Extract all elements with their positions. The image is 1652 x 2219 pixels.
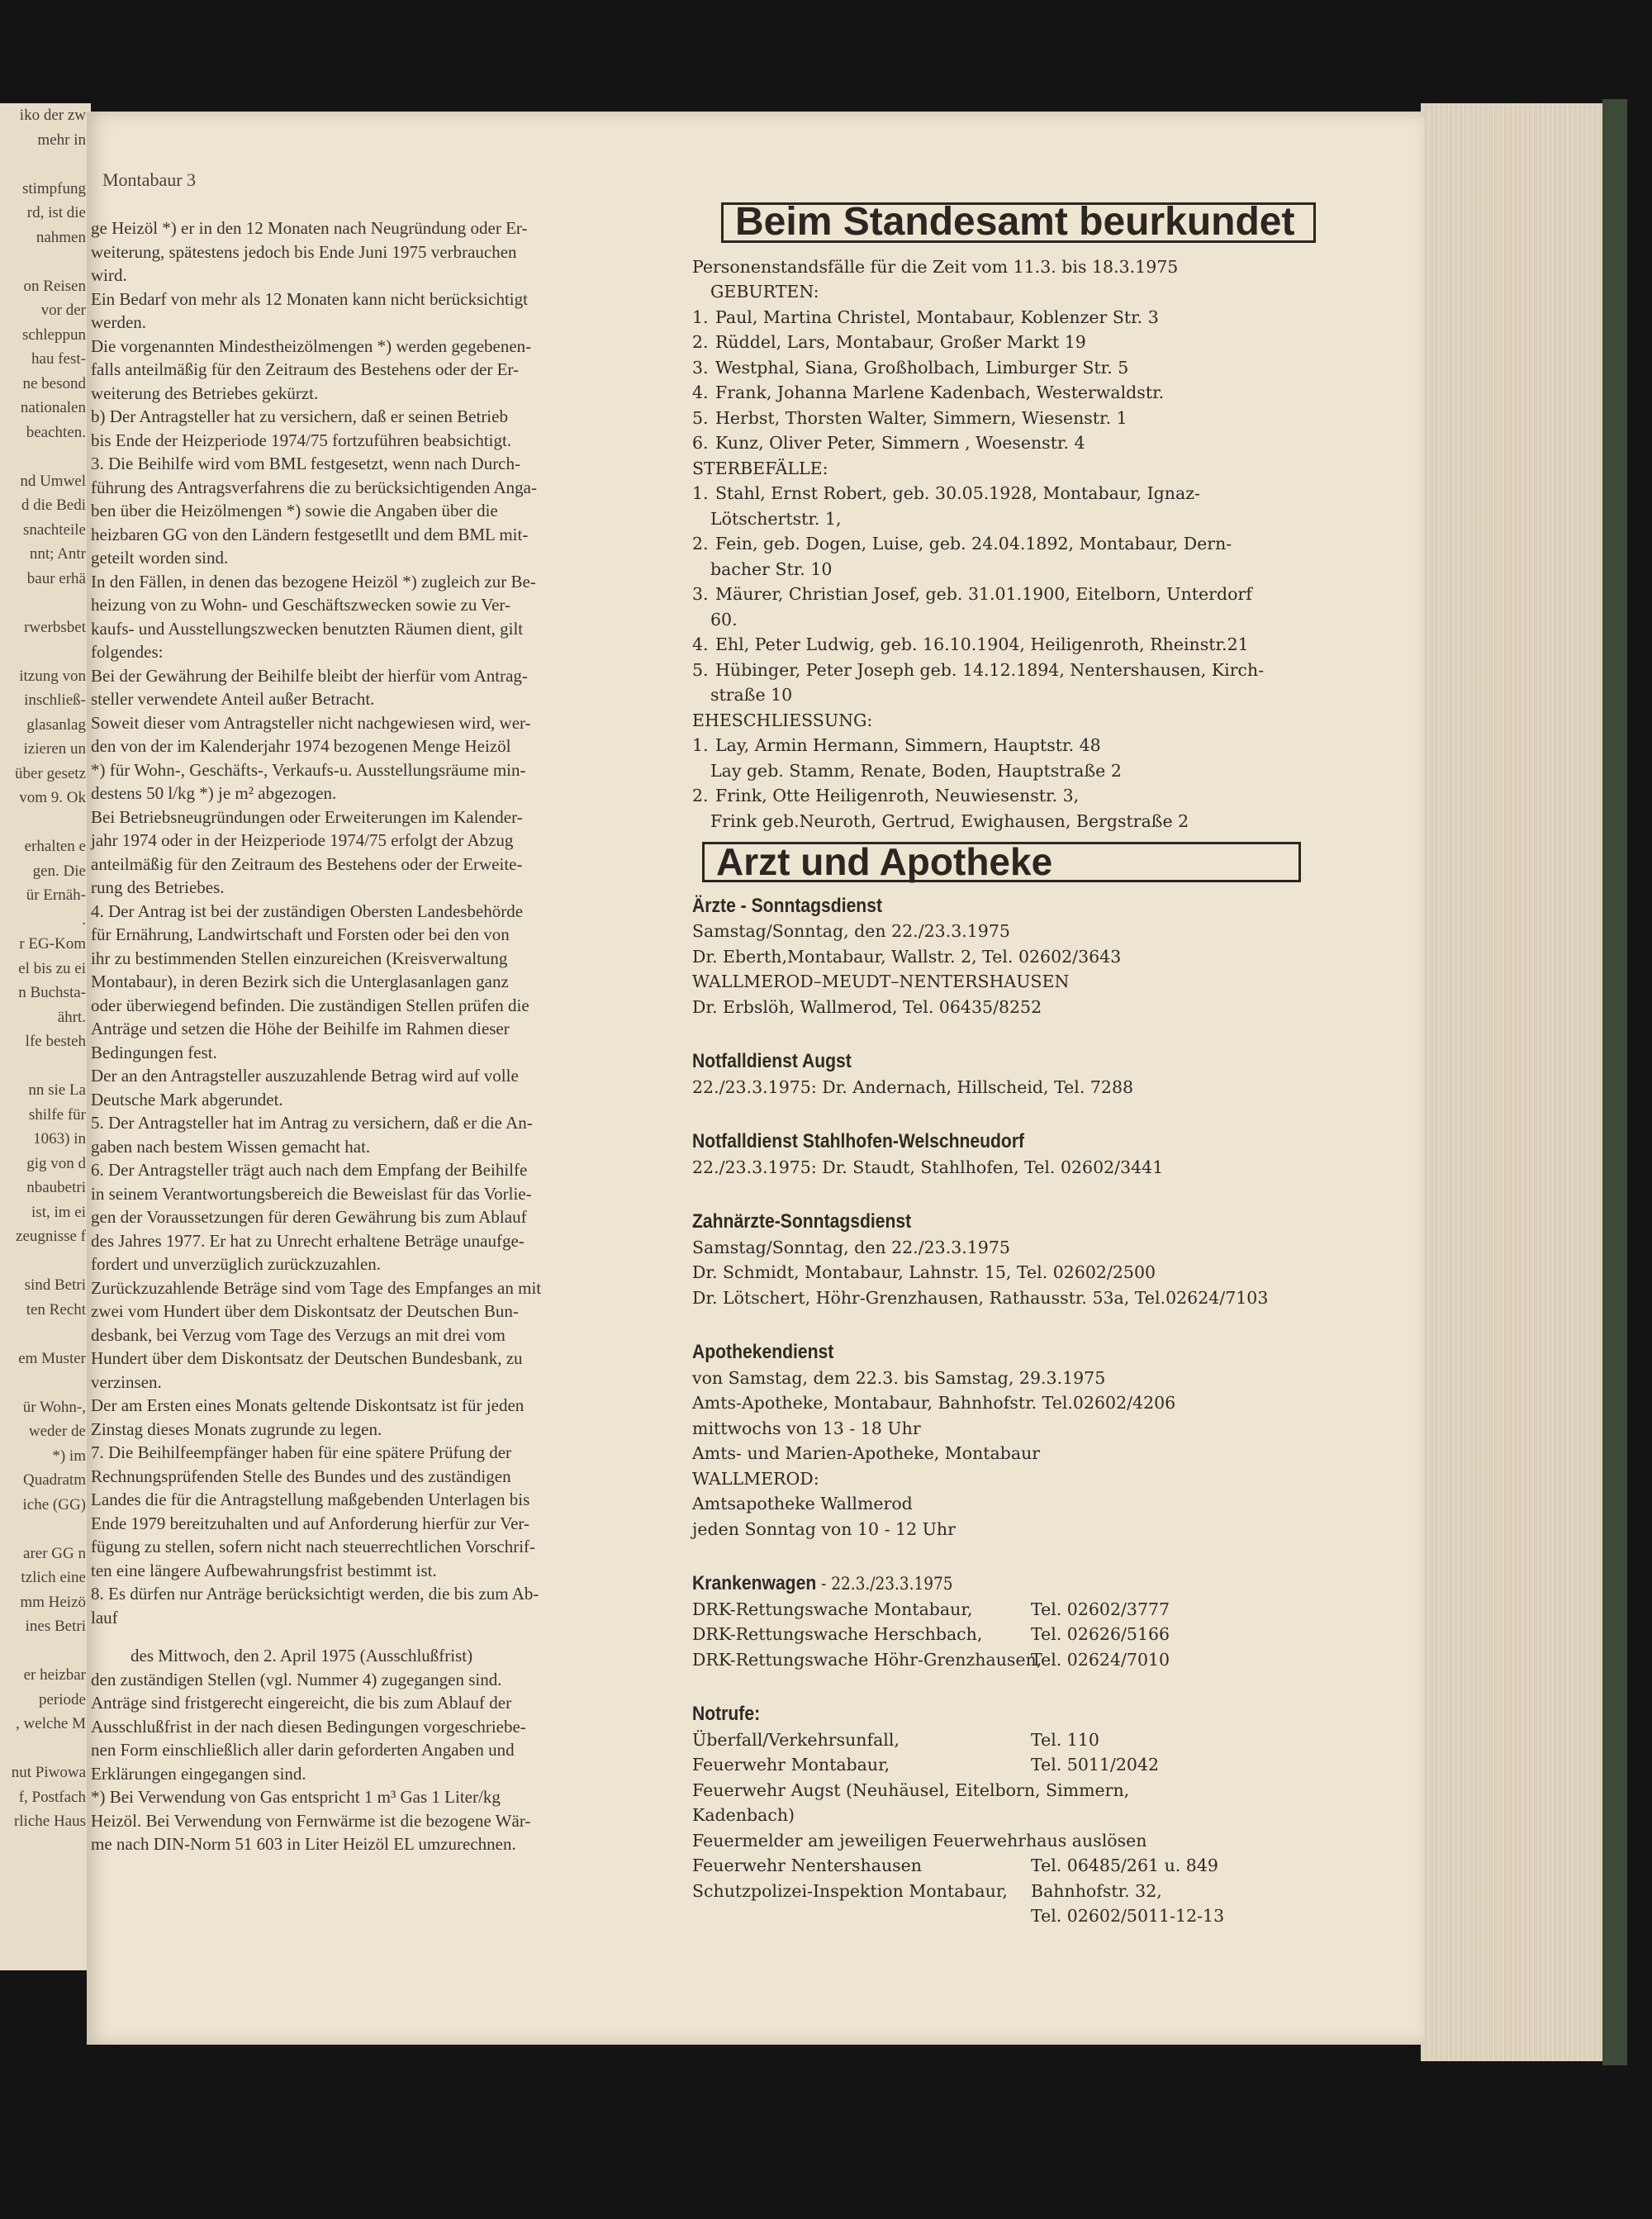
deaths-heading: STERBEFÄLLE:: [692, 458, 828, 478]
left-page-line: ist, im ei: [31, 1203, 86, 1221]
left-page-line: .: [82, 910, 86, 929]
left-page-line: nahmen: [36, 228, 86, 246]
text-line: für Ernährung, Landwirtschaft und Forsten oder bei den von: [91, 924, 510, 944]
left-page-line: nut Piwowa: [11, 1764, 86, 1781]
left-page-line: tzlich eine: [21, 1569, 86, 1586]
text-line: falls anteilmäßig für den Zeitraum des Bestehens oder der Er-: [91, 359, 519, 379]
ambulance-entry: [692, 1597, 1370, 1623]
left-page-line: r EG-Kom: [19, 935, 86, 953]
left-page-line: [0, 1054, 91, 1079]
section-heading: [692, 1571, 1289, 1597]
text-line: Heizöl. Bei Verwendung von Fernwärme ist die bezogene Wär-: [91, 1810, 531, 1831]
left-page-line: [0, 810, 91, 835]
entry-name: Überfall/Verkehrsunfall,: [692, 1729, 900, 1750]
text-line: Bedingungen fest.: [91, 1042, 217, 1062]
death-entry: [692, 481, 1370, 506]
left-page-line: rliche Haus: [13, 1813, 86, 1830]
birth-entry: [692, 430, 1370, 456]
section-line: Dr. Erbslöh, Wallmerod, Tel. 06435/8252: [692, 996, 1042, 1017]
left-page-line: nnt; Antr: [29, 545, 86, 563]
entry-tel: Tel. 02624/7010: [1031, 1649, 1170, 1670]
ambulance-entry: [692, 1647, 1370, 1673]
item-number: 5.: [692, 407, 709, 428]
text-line: gaben nach bestem Wissen gemacht hat.: [91, 1136, 371, 1157]
left-page-line: hau fest-: [31, 350, 86, 368]
item-text: Fein, geb. Dogen, Luise, geb. 24.04.1892, Montabaur, Dern-: [715, 534, 1232, 554]
marriage-entry-continued: Lay geb. Stamm, Renate, Boden, Hauptstraße 2: [710, 760, 1122, 781]
text-line: den von der im Kalenderjahr 1974 bezogenen Menge Heizöl: [91, 736, 511, 756]
text-line: jahr 1974 oder in der Heizperiode 1974/75 erfolgt der Abzug: [91, 830, 514, 850]
entry-tel: Bahnhofstr. 32,: [1031, 1880, 1162, 1901]
text-line: 4. Der Antrag ist bei der zuständigen Obersten Landesbehörde: [91, 900, 524, 921]
left-page-line: mm Heizö: [20, 1593, 86, 1611]
text-line: weiterung des Betriebes gekürzt.: [91, 383, 319, 403]
entry-tel: Tel. 110: [1031, 1729, 1099, 1750]
entry-tel: Tel. 02626/5166: [1031, 1624, 1170, 1644]
left-page-line: [0, 249, 91, 274]
entry-name: Feuerwehr Augst (Neuhäusel, Eitelborn, Simmern,: [692, 1779, 1130, 1800]
section-heading-text: Apothekendienst: [692, 1341, 834, 1363]
entry-tel: Tel. 5011/2042: [1031, 1755, 1160, 1775]
left-page-line: ür Ernäh-: [26, 886, 86, 904]
text-line: Erklärungen eingegangen sind.: [91, 1763, 306, 1784]
left-page-line: [0, 1639, 91, 1664]
item-number: 1.: [692, 306, 709, 327]
text-line: heizbaren GG von den Ländern festgesetllt und dem BML mit-: [91, 524, 529, 544]
section-gap: [692, 1310, 1370, 1328]
text-line: werden.: [91, 312, 147, 332]
entry-name: Kadenbach): [692, 1805, 795, 1825]
left-page-line: [0, 152, 91, 177]
left-page-line: [0, 1371, 91, 1395]
section-gap: [692, 1180, 1370, 1198]
text-line: Hundert über dem Diskontsatz der Deutschen Bundesbank, zu: [91, 1348, 523, 1368]
section-gap: [692, 1542, 1370, 1560]
section-heading: [692, 1209, 1289, 1235]
left-page-line: rwerbsbet: [24, 618, 86, 636]
item-text: Lay, Armin Hermann, Simmern, Hauptstr. 48: [715, 735, 1101, 755]
text-line: Ausschlußfrist in der nach diesen Bedingungen vorgeschriebe-: [91, 1716, 526, 1737]
section-line: 22./23.3.1975: Dr. Staudt, Stahlhofen, Tel. 02602/3441: [692, 1157, 1164, 1177]
left-page-line: vom 9. Ok: [19, 789, 86, 806]
text-line: Montabaur), in deren Bezirk sich die Unterglasanlagen ganz: [91, 972, 509, 991]
left-page-line: d die Bedi: [21, 497, 86, 514]
death-entry: [692, 658, 1370, 683]
left-page-line: [0, 1517, 91, 1542]
text-line: desbank, bei Verzug vom Tage des Verzugs an mit drei vom: [91, 1324, 506, 1345]
notrufe-heading: Notrufe:: [692, 1703, 761, 1725]
section-heading-text: Zahnärzte-Sonntagsdienst: [692, 1210, 912, 1233]
left-page-line: schleppun: [21, 325, 86, 344]
left-page-line: ines Betri: [25, 1618, 86, 1635]
birth-entry: [692, 406, 1370, 431]
text-line: steller verwendete Anteil außer Betracht.: [91, 689, 375, 709]
notruf-entry: [692, 1727, 1370, 1753]
death-entry-continued: bacher Str. 10: [710, 558, 833, 579]
text-line: In den Fällen, in denen das bezogene Heizöl *) zugleich zur Be-: [91, 571, 536, 592]
left-page-line: snachteile: [23, 520, 86, 539]
item-number: 6.: [692, 433, 709, 453]
entry-name: DRK-Rettungswache Höhr-Grenzhausen,: [692, 1649, 1042, 1670]
entry-name: [692, 1903, 1031, 1929]
text-line: folgendes:: [91, 642, 164, 662]
item-text: Frink, Otte Heiligenroth, Neuwiesenstr. 3,: [715, 786, 1080, 805]
text-line: Zinstag dieses Monats zugrunde zu legen.: [91, 1418, 382, 1439]
text-line: in seinem Verantwortungsbereich die Beweislast für das Vorlie-: [91, 1183, 532, 1204]
standesamt-title-box: Beim Standesamt beurkundet: [721, 202, 1316, 243]
item-text: Mäurer, Christian Josef, geb. 31.01.1900, Eitelborn, Unterdorf: [715, 584, 1252, 604]
text-line: 3. Die Beihilfe wird vom BML festgesetzt, wenn nach Durch-: [91, 454, 520, 473]
book-cover-edge: [1602, 99, 1627, 2065]
item-text: Ehl, Peter Ludwig, geb. 16.10.1904, Heiligenroth, Rheinstr.21: [715, 634, 1249, 654]
text-line: Zurückzuzahlende Beträge sind vom Tage des Empfanges an mit: [91, 1277, 542, 1298]
section-line: Samstag/Sonntag, den 22./23.3.1975: [692, 921, 1010, 941]
left-page-line: baur erhä: [26, 569, 86, 587]
text-line: 8. Es dürfen nur Anträge berücksichtigt werden, die bis zum Ab-: [91, 1584, 539, 1604]
section-line: Dr. Schmidt, Montabaur, Lahnstr. 15, Tel. 02602/2500: [692, 1262, 1156, 1282]
text-line: *) für Wohn-, Geschäfts-, Verkaufs-u. Ausstellungsräume min-: [91, 759, 526, 780]
text-line: ben über die Heizölmengen *) sowie die Angaben über die: [91, 501, 498, 520]
entry-name: Schutzpolizei-Inspektion Montabaur,: [692, 1880, 1008, 1901]
left-page-line: [0, 1322, 91, 1347]
item-text: Stahl, Ernst Robert, geb. 30.05.1928, Montabaur, Ignaz-: [715, 483, 1200, 503]
section-heading: [692, 1129, 1289, 1155]
left-column-text: [91, 216, 686, 1856]
arzt-sections: [692, 894, 1370, 1597]
item-number: 1.: [692, 483, 709, 503]
ambulance-entry: [692, 1622, 1370, 1647]
left-page-line: ten Recht: [26, 1300, 86, 1319]
text-line: destens 50 l/kg *) je m² abgezogen.: [91, 783, 337, 803]
left-page-line: periode: [39, 1690, 86, 1708]
birth-entry: [692, 305, 1370, 330]
section-heading-text: Notfalldienst Stahlhofen-Welschneudorf: [692, 1130, 1025, 1152]
left-page-line: gen. Die: [32, 862, 86, 880]
left-page-line: beachten.: [26, 423, 86, 441]
left-page-line: [0, 591, 91, 615]
text-line: Landes die für die Antragstellung maßgebenden Unterlagen bis: [91, 1490, 530, 1509]
birth-entry: [692, 380, 1370, 406]
section-line: mittwochs von 13 - 18 Uhr: [692, 1418, 921, 1438]
death-entry-continued: Lötschertstr. 1,: [710, 508, 842, 529]
text-line: den zuständigen Stellen (vgl. Nummer 4) zugegangen sind.: [91, 1669, 502, 1689]
marriage-entry: [692, 783, 1370, 809]
section-gap: [692, 1019, 1370, 1038]
left-page-line: [0, 1249, 91, 1274]
left-page-line: n Buchsta-: [18, 984, 86, 1001]
text-line: Bei der Gewährung der Beihilfe bleibt der hierfür vom Antrag-: [91, 665, 528, 686]
text-line: geteilt worden sind.: [91, 548, 229, 568]
left-page-line: sind Betri: [24, 1276, 86, 1294]
left-page-line: weder de: [28, 1423, 86, 1440]
text-line: ihr zu bestimmenden Stellen einzureichen (Kreisverwaltung: [91, 948, 508, 968]
item-number: 4.: [692, 634, 709, 654]
right-column: [692, 202, 1370, 1929]
item-number: 3.: [692, 357, 709, 378]
left-page-fragment: [0, 103, 91, 1970]
marriage-entry-continued: Frink geb.Neuroth, Gertrud, Ewighausen, Bergstraße 2: [710, 810, 1189, 831]
text-line: anteilmäßig für den Zeitraum des Bestehens oder der Erweite-: [91, 853, 523, 874]
notruf-entry: [692, 1752, 1370, 1778]
left-page-line: 1063) in: [33, 1130, 86, 1148]
entry-name: Feuerwehr Montabaur,: [692, 1755, 890, 1775]
left-page-line: on Reisen: [23, 277, 86, 295]
text-line: 5. Der Antragsteller hat im Antrag zu versichern, daß er die An-: [91, 1113, 533, 1133]
notruf-entry: [692, 1778, 1370, 1803]
left-page-line: nbaubetri: [26, 1179, 86, 1196]
text-line: Der am Ersten eines Monats geltende Diskontsatz ist für jeden: [91, 1395, 525, 1415]
left-page-line: lfe besteh: [25, 1033, 86, 1050]
entry-name: Feuerwehr Nentershausen: [692, 1856, 923, 1875]
item-text: Frank, Johanna Marlene Kadenbach, Westerwaldstr.: [715, 383, 1165, 402]
text-line: wird.: [91, 265, 127, 285]
text-line: fordert und unverzüglich zurückzuzahlen.: [91, 1254, 382, 1274]
text-line: weiterung, spätestens jedoch bis Ende Juni 1975 verbrauchen: [91, 241, 517, 262]
section-heading: [692, 1340, 1289, 1366]
notrufe-list: [692, 1727, 1370, 1929]
section-line: Dr. Eberth,Montabaur, Wallstr. 2, Tel. 02602/3643: [692, 946, 1122, 967]
text-line: nen Form einschließlich aller darin geforderten Angaben und: [91, 1740, 515, 1760]
notruf-entry: [692, 1879, 1370, 1904]
section-heading: [692, 1049, 1289, 1075]
notruf-entry: [692, 1803, 1370, 1828]
death-entry-continued: straße 10: [710, 685, 793, 705]
left-page-line: [0, 1737, 91, 1761]
left-page-line: ährt.: [57, 1008, 86, 1026]
left-page-line: vor der: [40, 302, 86, 319]
section-line: 22./23.3.1975: Dr. Andernach, Hillscheid, Tel. 7288: [692, 1076, 1134, 1097]
marriage-entry: [692, 733, 1370, 758]
item-text: Westphal, Siana, Großholbach, Limburger Str. 5: [715, 357, 1129, 378]
standesamt-period: Personenstandsfälle für die Zeit vom 11.3. bis 18.3.1975: [692, 256, 1179, 277]
birth-entry: [692, 330, 1370, 355]
left-page-line: ür Wohn-,: [22, 1398, 86, 1416]
text-line: kaufs- und Ausstellungszwecken benutzten Räumen dient, gilt: [91, 618, 524, 639]
text-line: Ein Bedarf von mehr als 12 Monaten kann nicht berücksichtigt: [91, 288, 528, 309]
section-line: Amtsapotheke Wallmerod: [692, 1494, 913, 1513]
text-line: rung des Betriebes.: [91, 877, 225, 897]
left-page-line: , welche M: [16, 1715, 86, 1732]
death-entry: [692, 582, 1370, 607]
text-line: Anträge und setzen die Höhe der Beihilfe im Rahmen dieser: [91, 1019, 510, 1038]
left-page-line: gig von d: [26, 1154, 86, 1172]
item-number: 3.: [692, 584, 709, 604]
text-line: me nach DIN-Norm 51 603 in Liter Heizöl EL umzurechnen.: [91, 1834, 516, 1854]
section-line: jeden Sonntag von 10 - 12 Uhr: [692, 1518, 956, 1539]
item-text: Hübinger, Peter Joseph geb. 14.12.1894, Nentershausen, Kirch-: [715, 659, 1265, 680]
left-page-line: mehr in: [37, 131, 86, 149]
text-line: gen der Voraussetzungen für deren Gewährung bis zum Ablauf: [91, 1207, 527, 1227]
section-heading-text: Notfalldienst Augst: [692, 1050, 852, 1072]
text-line: lauf: [91, 1607, 118, 1627]
text-line: Bei Betriebsneugründungen oder Erweiterungen im Kalender-: [91, 806, 523, 827]
left-page-line: em Muster: [18, 1349, 86, 1367]
left-page-line: izieren un: [23, 740, 86, 758]
section-heading-text: Ärzte - Sonntagsdienst: [692, 894, 882, 917]
birth-entry: [692, 355, 1370, 381]
marriages-list: [692, 733, 1370, 834]
text-line: Die vorgenannten Mindestheizölmengen *) werden gegebenen-: [91, 335, 532, 356]
death-entry: [692, 632, 1370, 658]
births-list: [692, 305, 1370, 456]
text-line: fügung zu stellen, sofern nicht nach steuerrechtlichen Vorschrif-: [91, 1537, 536, 1556]
left-page-line: *) im: [52, 1447, 86, 1465]
item-number: 2.: [692, 332, 709, 352]
item-number: 2.: [692, 786, 709, 805]
item-number: 2.: [692, 534, 709, 554]
left-page-line: [0, 639, 91, 664]
text-line: Anträge sind fristgerecht eingereicht, die bis zum Ablauf der: [91, 1693, 512, 1713]
left-page-line: ne besond: [22, 374, 86, 392]
book-page-edges: [1421, 103, 1615, 2061]
section-line: Dr. Lötschert, Höhr-Grenzhausen, Rathausstr. 53a, Tel.02624/7103: [692, 1287, 1269, 1308]
running-head: Montabaur 3: [102, 169, 197, 190]
deaths-list: [692, 481, 1370, 708]
left-page-line: zeugnisse f: [16, 1228, 86, 1245]
item-text: Paul, Martina Christel, Montabaur, Koblenzer Str. 3: [715, 306, 1159, 327]
text-line: 6. Der Antragsteller trägt auch nach dem Empfang der Beihilfe: [91, 1160, 528, 1180]
text-line: oder überwiegend befinden. Die zuständigen Stellen prüfen die: [91, 995, 529, 1015]
item-number: 5.: [692, 659, 709, 680]
marriages-heading: EHESCHLIESSUNG:: [692, 710, 873, 730]
left-page-line: glasanlag: [26, 715, 86, 734]
section-heading: [692, 894, 1289, 919]
left-page-line: stimpfung: [21, 179, 86, 197]
left-page-line: erhalten e: [24, 838, 86, 855]
item-number: 4.: [692, 383, 709, 402]
text-line: des Mittwoch, den 2. April 1975 (Ausschlußfrist): [131, 1646, 473, 1665]
notruf-entry: [692, 1853, 1370, 1879]
item-text: Kunz, Oliver Peter, Simmern , Woesenstr. 4: [715, 433, 1085, 453]
text-line: verzinsen.: [91, 1371, 162, 1392]
entry-tel: Tel. 02602/3777: [1031, 1599, 1170, 1619]
notruf-entry: [692, 1903, 1370, 1929]
text-line: zwei vom Hundert über dem Diskontsatz der Deutschen Bun-: [91, 1301, 519, 1321]
entry-name: Feuermelder am jeweiligen Feuerwehrhaus auslösen: [692, 1830, 1147, 1851]
left-page-line: iko der zw: [19, 107, 86, 124]
left-page-line: arer GG n: [23, 1544, 86, 1562]
text-line: b) Der Antragsteller hat zu versichern, daß er seinen Betrieb: [91, 406, 508, 426]
text-line: ge Heizöl *) er in den 12 Monaten nach Neugründung oder Er-: [91, 218, 528, 238]
section-heading-suffix: - 22.3./23.3.1975: [816, 1574, 953, 1594]
text-line: Soweit dieser vom Antragsteller nicht nachgewiesen wird, wer-: [91, 712, 531, 733]
section-line: WALLMEROD:: [692, 1468, 819, 1489]
text-line: bis Ende der Heizperiode 1974/75 fortzuführen beabsichtigt.: [91, 430, 512, 450]
text-line: 7. Die Beihilfeempfänger haben für eine spätere Prüfung der: [91, 1442, 512, 1462]
text-line: ten eine längere Aufbewahrungsfrist bestimmt ist.: [91, 1560, 437, 1580]
text-line: führung des Antragsverfahrens die zu berücksichtigenden Anga-: [91, 477, 537, 497]
left-page-line: über gesetz: [15, 764, 86, 782]
births-heading: GEBURTEN:: [710, 282, 819, 302]
text-line: Ende 1979 bereitzuhalten und auf Anforderung hierfür zur Ver-: [91, 1513, 529, 1533]
section-heading-text: Krankenwagen: [692, 1572, 817, 1594]
left-page-line: [0, 444, 91, 469]
left-page-line: nationalen: [20, 399, 86, 416]
text-line: Deutsche Mark abgerundet.: [91, 1089, 283, 1110]
item-text: Rüddel, Lars, Montabaur, Großer Markt 19: [715, 332, 1086, 352]
item-text: Herbst, Thorsten Walter, Simmern, Wiesenstr. 1: [715, 407, 1127, 428]
death-entry: [692, 531, 1370, 557]
text-line: des Jahres 1977. Er hat zu Unrecht erhaltene Beträge unaufge-: [91, 1230, 525, 1251]
text-line: heizung von zu Wohn- und Geschäftszwecken sowie zu Ver-: [91, 595, 510, 615]
section-line: Amts-Apotheke, Montabaur, Bahnhofstr. Tel.02602/4206: [692, 1393, 1176, 1413]
arzt-title-box: Arzt und Apotheke: [702, 842, 1301, 882]
text-line: Rechnungsprüfenden Stelle des Bundes und des zuständigen: [91, 1466, 511, 1486]
left-page-line: shilfe für: [28, 1105, 86, 1124]
left-page-line: nn sie La: [28, 1081, 86, 1099]
section-line: von Samstag, dem 22.3. bis Samstag, 29.3.1975: [692, 1367, 1106, 1388]
left-page-line: er heizbar: [23, 1666, 86, 1684]
text-line: Der an den Antragsteller auszuzahlende Betrag wird auf volle: [91, 1066, 519, 1086]
text-line: *) Bei Verwendung von Gas entspricht 1 m³ Gas 1 Liter/kg: [91, 1787, 501, 1807]
entry-name: DRK-Rettungswache Herschbach,: [692, 1624, 983, 1644]
left-page-line: itzung von: [19, 667, 86, 685]
entry-tel: Tel. 02602/5011-12-13: [1031, 1906, 1225, 1926]
left-page-line: rd, ist die: [26, 204, 86, 221]
left-page-line: f, Postfach: [18, 1788, 86, 1806]
section-line: Amts- und Marien-Apotheke, Montabaur: [692, 1443, 1041, 1463]
ambulance-list: [692, 1597, 1370, 1673]
section-gap: [692, 1100, 1370, 1118]
left-page-line: inschließ-: [24, 691, 86, 709]
left-page-line: nd Umwel: [20, 472, 86, 490]
item-number: 1.: [692, 735, 709, 755]
left-page-line: el bis zu ei: [18, 959, 86, 977]
entry-tel: Tel. 06485/261 u. 849: [1031, 1856, 1218, 1875]
notruf-entry: [692, 1828, 1370, 1854]
left-page-line: Quadratm: [23, 1471, 86, 1489]
death-entry-continued: 60.: [710, 609, 738, 630]
section-line: WALLMEROD–MEUDT–NENTERSHAUSEN: [692, 972, 1070, 991]
section-line: Samstag/Sonntag, den 22./23.3.1975: [692, 1237, 1010, 1257]
left-page-line: iche (GG): [22, 1495, 86, 1513]
entry-name: DRK-Rettungswache Montabaur,: [692, 1599, 973, 1619]
